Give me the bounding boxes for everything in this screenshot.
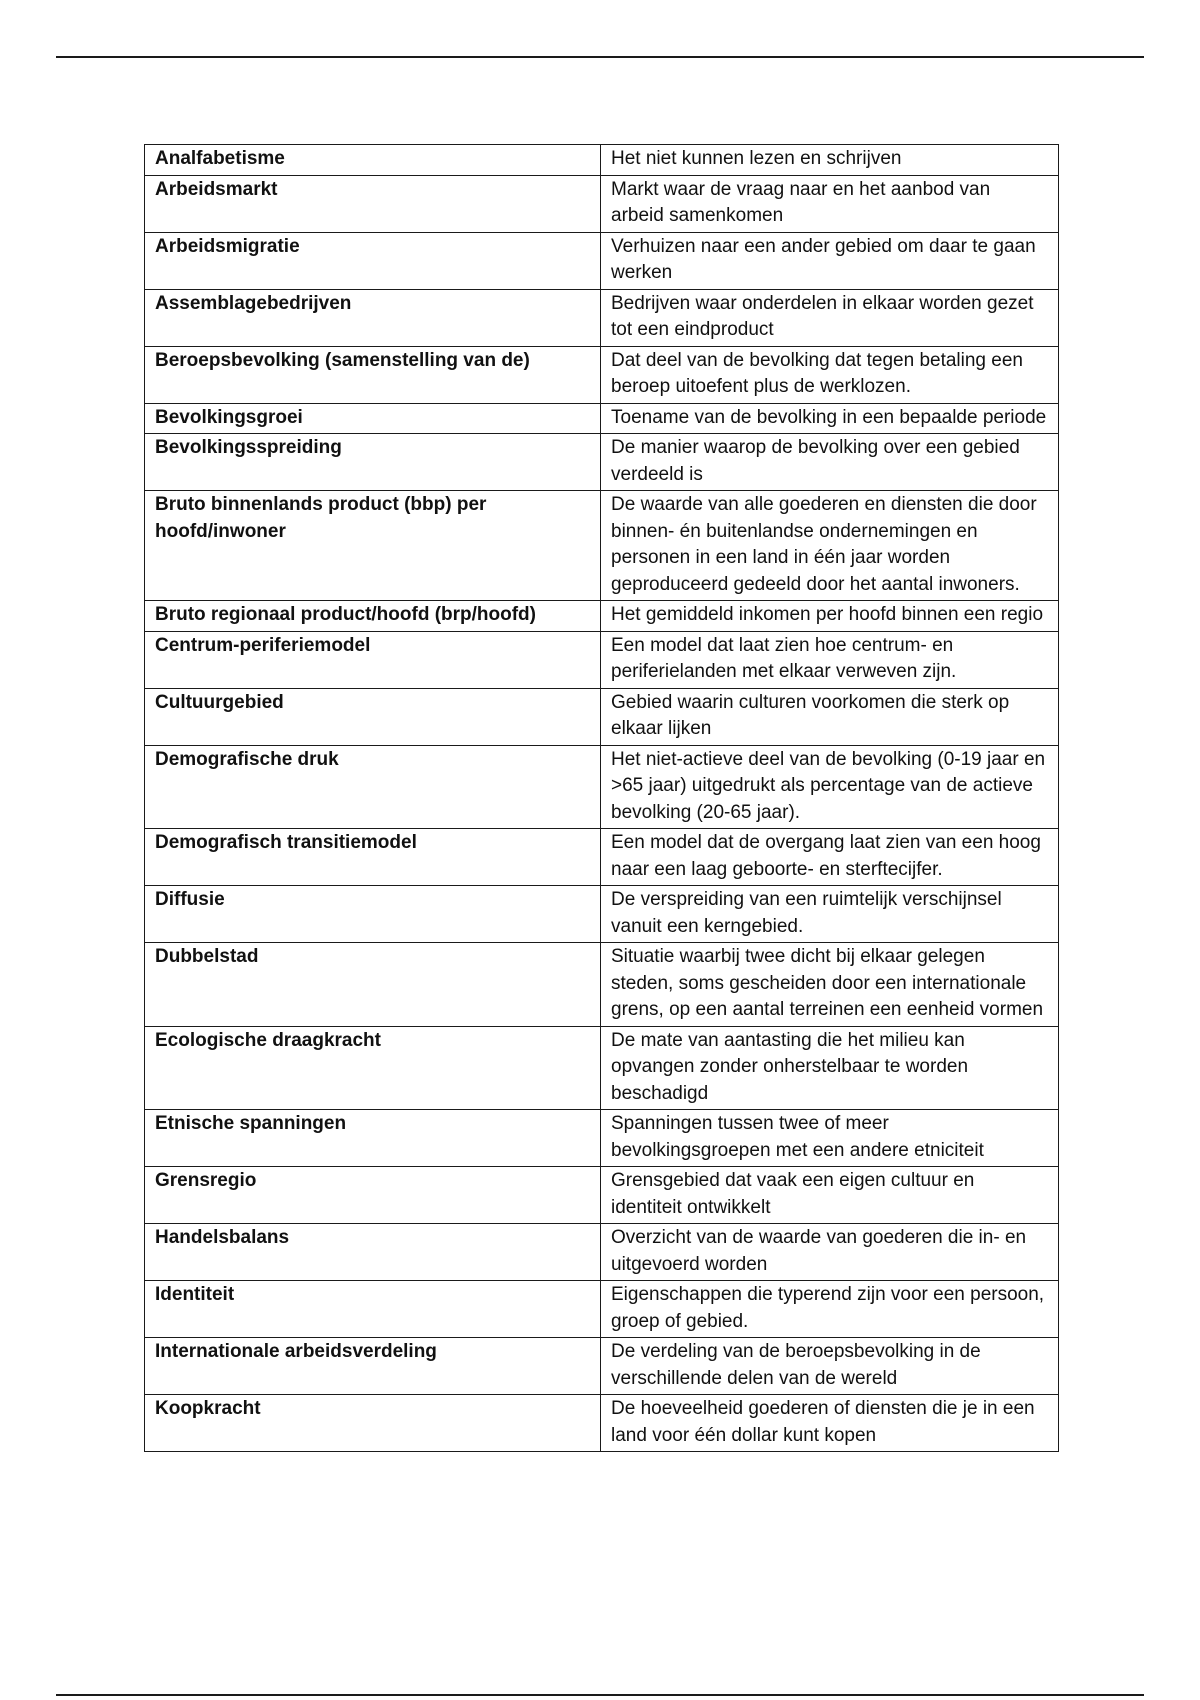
table-row (145, 601, 1059, 632)
table-row (145, 1167, 1059, 1224)
definition-cell: Verhuizen naar een ander gebied om daar te gaan werken (601, 232, 1059, 289)
definition-cell: Markt waar de vraag naar en het aanbod van arbeid samenkomen (601, 175, 1059, 232)
definition-cell: Bedrijven waar onderdelen in elkaar worden gezet tot een eindproduct (601, 289, 1059, 346)
definition-cell: Overzicht van de waarde van goederen die in- en uitgevoerd worden (601, 1224, 1059, 1281)
definition-cell: Spanningen tussen twee of meer bevolkingsgroepen met een andere etniciteit (601, 1110, 1059, 1167)
table-row (145, 1026, 1059, 1110)
term-cell: Bevolkingsspreiding (145, 434, 601, 491)
term-cell: Koopkracht (145, 1395, 601, 1452)
term-cell: Ecologische draagkracht (145, 1026, 601, 1110)
definition-cell: Eigenschappen die typerend zijn voor een persoon, groep of gebied. (601, 1281, 1059, 1338)
term-cell: Arbeidsmigratie (145, 232, 601, 289)
table-row (145, 346, 1059, 403)
term-cell: Diffusie (145, 886, 601, 943)
table-row (145, 1395, 1059, 1452)
term-cell: Demografische druk (145, 745, 601, 829)
term-cell: Arbeidsmarkt (145, 175, 601, 232)
definition-cell: De waarde van alle goederen en diensten die door binnen- én buitenlandse ondernemingen en personen in een land in één jaar worden geproduceerd gedeeld door het aantal inwoners. (601, 491, 1059, 601)
table-row (145, 1338, 1059, 1395)
table-row (145, 1281, 1059, 1338)
term-cell: Demografisch transitiemodel (145, 829, 601, 886)
table-row (145, 943, 1059, 1027)
definition-cell: Een model dat de overgang laat zien van een hoog naar een laag geboorte- en sterftecijfer. (601, 829, 1059, 886)
table-row (145, 745, 1059, 829)
footer-rule (56, 1694, 1144, 1696)
term-cell: Handelsbalans (145, 1224, 601, 1281)
term-cell: Beroepsbevolking (samenstelling van de) (145, 346, 601, 403)
definition-cell: De mate van aantasting die het milieu kan opvangen zonder onherstelbaar te worden beschadigd (601, 1026, 1059, 1110)
header-rule (56, 56, 1144, 58)
definition-cell: Het niet-actieve deel van de bevolking (0-19 jaar en >65 jaar) uitgedrukt als percentage van de actieve bevolking (20-65 jaar). (601, 745, 1059, 829)
table-row (145, 688, 1059, 745)
table-row (145, 1224, 1059, 1281)
term-cell: Assemblagebedrijven (145, 289, 601, 346)
table-row (145, 232, 1059, 289)
definition-cell: De verdeling van de beroepsbevolking in de verschillende delen van de wereld (601, 1338, 1059, 1395)
table-row (145, 1110, 1059, 1167)
table-row (145, 434, 1059, 491)
term-cell: Grensregio (145, 1167, 601, 1224)
definition-cell: Situatie waarbij twee dicht bij elkaar gelegen steden, soms gescheiden door een internationale grens, op een aantal terreinen een eenheid vormen (601, 943, 1059, 1027)
table-row (145, 829, 1059, 886)
table-row (145, 289, 1059, 346)
term-cell: Etnische spanningen (145, 1110, 601, 1167)
term-cell: Bevolkingsgroei (145, 403, 601, 434)
table-row (145, 403, 1059, 434)
glossary-table (144, 144, 1059, 1452)
definition-cell: Het niet kunnen lezen en schrijven (601, 145, 1059, 176)
definition-cell: Een model dat laat zien hoe centrum- en periferielanden met elkaar verweven zijn. (601, 631, 1059, 688)
term-cell: Bruto regionaal product/hoofd (brp/hoofd) (145, 601, 601, 632)
definition-cell: De verspreiding van een ruimtelijk verschijnsel vanuit een kerngebied. (601, 886, 1059, 943)
table-row (145, 145, 1059, 176)
table-row (145, 175, 1059, 232)
definition-cell: Gebied waarin culturen voorkomen die sterk op elkaar lijken (601, 688, 1059, 745)
definition-cell: Dat deel van de bevolking dat tegen betaling een beroep uitoefent plus de werklozen. (601, 346, 1059, 403)
definition-cell: De manier waarop de bevolking over een gebied verdeeld is (601, 434, 1059, 491)
definition-cell: De hoeveelheid goederen of diensten die je in een land voor één dollar kunt kopen (601, 1395, 1059, 1452)
term-cell: Cultuurgebied (145, 688, 601, 745)
term-cell: Identiteit (145, 1281, 601, 1338)
table-row (145, 886, 1059, 943)
definition-cell: Het gemiddeld inkomen per hoofd binnen een regio (601, 601, 1059, 632)
term-cell: Centrum-periferiemodel (145, 631, 601, 688)
definition-cell: Toename van de bevolking in een bepaalde periode (601, 403, 1059, 434)
term-cell: Dubbelstad (145, 943, 601, 1027)
term-cell: Internationale arbeidsverdeling (145, 1338, 601, 1395)
table-row (145, 631, 1059, 688)
table-row (145, 491, 1059, 601)
definition-cell: Grensgebied dat vaak een eigen cultuur en identiteit ontwikkelt (601, 1167, 1059, 1224)
term-cell: Bruto binnenlands product (bbp) per hoofd/inwoner (145, 491, 601, 601)
term-cell: Analfabetisme (145, 145, 601, 176)
